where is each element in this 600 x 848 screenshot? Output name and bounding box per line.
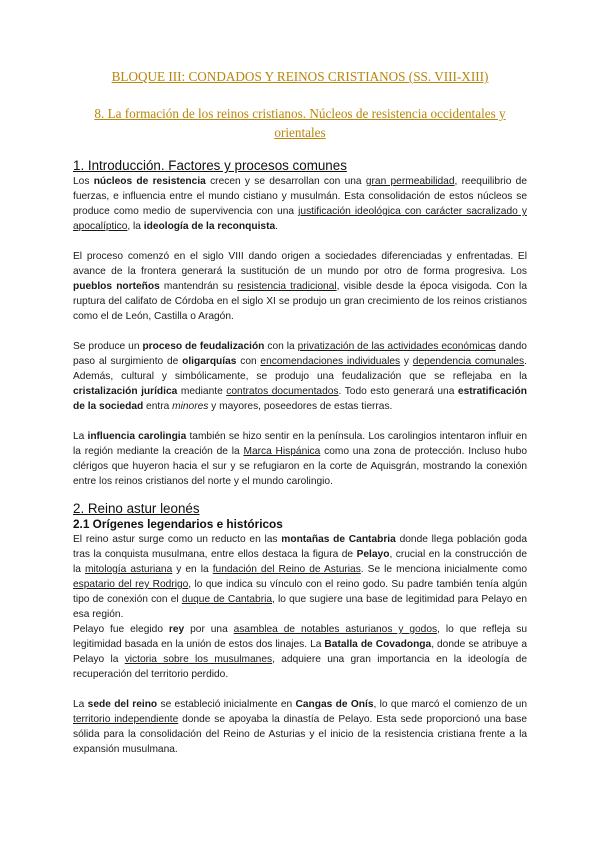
section2-paragraph-1	[73, 532, 527, 622]
text-run: donde llega población goda tras la conquista musulmana, entre ellos destaca la figura de	[73, 534, 527, 560]
text-run: , visible desde la época visigoda. Con la ruptura del califato de Córdoba en el siglo XI se produjo un gran crecimiento de los reinos cristianos como el de León, Castilla o Aragón.	[73, 281, 527, 322]
text-run: también se hizo sentir en la península. Los carolingios intentaron influir en la región mediante la creación de la	[73, 431, 527, 457]
text-run: , crucial en la construcción de la	[73, 549, 527, 575]
bold-term: Cangas de Onís	[295, 699, 374, 710]
text-run: . Se le menciona inicialmente como	[360, 564, 528, 575]
text-run: La	[73, 699, 88, 710]
section1-paragraph-3	[73, 339, 527, 414]
text-run: se estableció inicialmente en	[157, 699, 296, 710]
bloque-title: BLOQUE III: CONDADOS Y REINOS CRISTIANOS (SS. VIII-XIII)	[111, 69, 489, 84]
text-run: entra	[143, 401, 173, 412]
bold-term: ideología de la reconquista	[143, 221, 276, 232]
underlined-term: gran permeabilidad	[365, 176, 455, 187]
text-run: . Todo esto generará una	[338, 386, 458, 397]
text-run: crecen y se desarrollan con una	[205, 176, 366, 187]
text-run: , la	[127, 221, 144, 232]
text-run: , donde se atribuye a Pelayo la	[73, 639, 527, 665]
bold-term: montañas de Cantabria	[281, 534, 396, 545]
underlined-term: territorio independiente	[73, 714, 179, 725]
text-run: y	[400, 356, 413, 367]
bold-term: cristalización jurídica	[73, 386, 178, 397]
text-run: como una zona de protección. Incluso hubo clérigos que huyeron hacia el sur y se refugiaron en la corte de Aquisgrán, mostrando la conexión entre los reinos cristianos del norte y el mundo carolingio.	[73, 446, 527, 487]
underlined-term: resistencia tradicional	[237, 281, 337, 292]
bold-term: estratificación de la sociedad	[73, 386, 527, 412]
text-run: con	[236, 356, 261, 367]
bold-term: sede del reino	[87, 699, 158, 710]
text-run: mantendrán su	[159, 281, 238, 292]
text-run: , lo que sugiere una base de legitimidad para Pelayo en esa región.	[73, 594, 527, 620]
underlined-term: espatario del rey Rodrigo	[73, 579, 189, 590]
bold-term: proceso de feudalización	[142, 341, 265, 352]
section2-heading: 2. Reino astur leonés	[73, 501, 200, 516]
section1-heading: 1. Introducción. Factores y procesos comunes	[73, 158, 347, 173]
chapter-title: 8. La formación de los reinos cristianos. Núcleos de resistencia occidentales y orientales	[94, 106, 506, 140]
text-run: Pelayo fue elegido	[73, 624, 169, 635]
document-page	[73, 68, 527, 757]
underlined-term: fundación del Reino de Asturias	[212, 564, 361, 575]
text-run: y mayores, poseedores de estas tierras.	[208, 401, 393, 412]
text-run: donde se apoyaba la dinastía de Pelayo. Esta sede proporcionó una base sólida para la consolidación del Reino de Asturias y el inicio de la resistencia cristiana frente a la expansión musulmana.	[73, 714, 527, 755]
text-run: , lo que marcó el comienzo de un	[373, 699, 527, 710]
text-run: El proceso comenzó en el siglo VIII dando origen a sociedades diferenciadas y enfrentadas. El avance de la frontera generará la sustitución de un mundo por otro de forma progresiva. Los	[73, 251, 527, 277]
bold-term: influencia carolingia	[87, 431, 187, 442]
text-run: y en la	[172, 564, 213, 575]
underlined-term: duque de Cantabria	[181, 594, 273, 605]
underlined-term: mitología asturiana	[84, 564, 173, 575]
text-run: , lo que refleja su legitimidad basada en la unión de estos dos linajes. La	[73, 624, 527, 650]
underlined-term: contratos documentados	[226, 386, 339, 397]
italic-term: minores	[172, 401, 209, 412]
text-run: , reequilibrio de fuerzas, e influencia entre el mundo cistiano y musulmán. Esta consolidación de estos núcleos se produce como medio de supervivencia con una	[73, 176, 527, 217]
text-run: La	[73, 431, 88, 442]
text-run: . Además, cultural y simbólicamente, se produjo una feudalización que se reflejaba en la	[73, 356, 527, 382]
bold-term: Pelayo	[356, 549, 390, 560]
text-run: , lo que indica su vínculo con el reino godo. Su padre también tenía algún tipo de conexión con el	[73, 579, 528, 605]
underlined-term: justificación ideológica con carácter sacralizado y apocalíptico	[73, 206, 527, 232]
underlined-term: asamblea de notables asturianos y godos	[233, 624, 438, 635]
text-run: por una	[184, 624, 234, 635]
bold-term: Batalla de Covadonga	[324, 639, 432, 650]
section1-paragraph-4	[73, 429, 527, 489]
bold-term: pueblos norteños	[73, 281, 160, 292]
text-run: dando paso al surgimiento de	[73, 341, 527, 367]
text-run: mediante	[177, 386, 227, 397]
underlined-term: dependencia comunales	[412, 356, 525, 367]
underlined-term: encomendaciones individuales	[260, 356, 401, 367]
underlined-term: Marca Hispánica	[243, 446, 321, 457]
bold-term: núcleos de resistencia	[93, 176, 206, 187]
section1-paragraph-2	[73, 249, 527, 324]
bold-term: oligarquías	[182, 356, 237, 367]
text-run: .	[275, 221, 278, 232]
text-run: Se produce un	[73, 341, 143, 352]
section2-subheading: 2.1 Orígenes legendarios e históricos	[73, 517, 283, 531]
section2-paragraph-3	[73, 697, 527, 757]
text-run: Los	[73, 176, 94, 187]
underlined-term: victoria sobre los musulmanes	[124, 654, 273, 665]
bold-term: rey	[168, 624, 185, 635]
text-run: , adquiere una gran importancia en la ideología de recuperación del territorio perdido.	[73, 654, 527, 680]
section2-paragraph-2	[73, 622, 527, 682]
section1-paragraph-1	[73, 174, 527, 234]
text-run: El reino astur surge como un reducto en las	[73, 534, 282, 545]
text-run: con la	[264, 341, 298, 352]
underlined-term: privatización de las actividades económicas	[297, 341, 496, 352]
